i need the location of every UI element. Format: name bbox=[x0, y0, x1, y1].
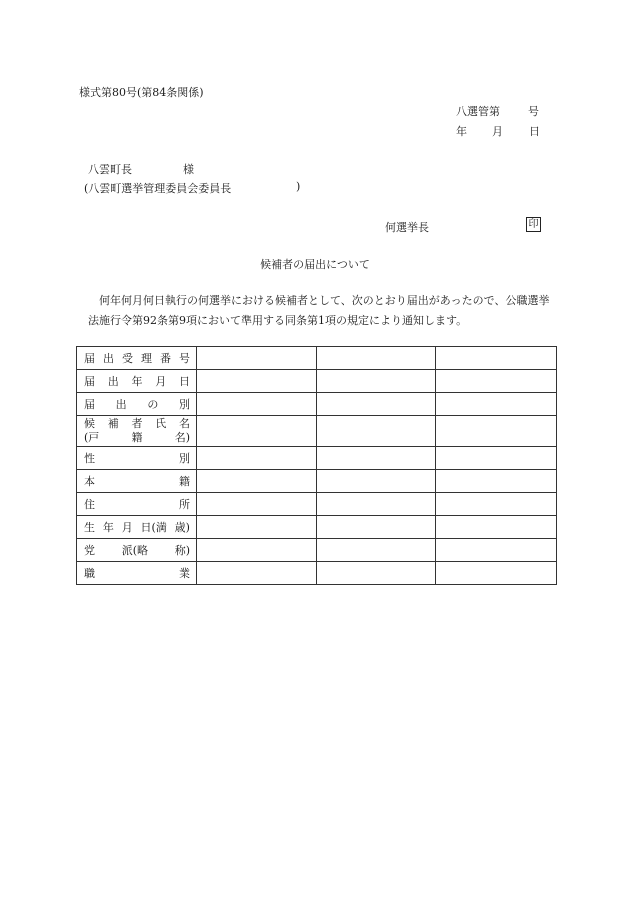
entry-cell[interactable] bbox=[436, 562, 557, 585]
row-label-char: 性 bbox=[84, 452, 95, 465]
row-label-char: 名 bbox=[179, 417, 190, 430]
row-label-char: 党 bbox=[84, 544, 95, 557]
row-label-char: 届 bbox=[84, 398, 95, 411]
seal-mark: 印 bbox=[526, 217, 541, 232]
entry-cell[interactable] bbox=[317, 447, 436, 470]
entry-cell[interactable] bbox=[317, 493, 436, 516]
entry-cell[interactable] bbox=[197, 539, 317, 562]
row-label-char: 理 bbox=[141, 352, 152, 365]
table-row bbox=[77, 447, 557, 470]
row-label-char: 称) bbox=[174, 544, 190, 557]
row-label-char: 業 bbox=[179, 567, 190, 580]
row-label-line bbox=[84, 450, 190, 466]
row-label-char: 出 bbox=[103, 352, 114, 365]
row-label-char: 所 bbox=[179, 498, 190, 511]
table-row bbox=[77, 539, 557, 562]
sender: 何選挙長 bbox=[385, 221, 429, 234]
table-row bbox=[77, 370, 557, 393]
row-label-char: 本 bbox=[84, 475, 95, 488]
row-label-char: 出 bbox=[115, 398, 127, 411]
entry-cell[interactable] bbox=[317, 416, 436, 447]
entry-cell[interactable] bbox=[436, 539, 557, 562]
date-day: 日 bbox=[529, 125, 540, 138]
row-label bbox=[77, 393, 197, 416]
row-label-line bbox=[84, 473, 190, 489]
entry-cell[interactable] bbox=[436, 470, 557, 493]
entry-cell[interactable] bbox=[436, 393, 557, 416]
row-label bbox=[77, 516, 197, 539]
form-number: 様式第80号(第84条関係) bbox=[79, 86, 204, 99]
row-label-char: 出 bbox=[107, 375, 119, 388]
document-number-suffix: 号 bbox=[528, 105, 539, 118]
row-label-char: 派(略 bbox=[121, 544, 148, 557]
row-label-char: 生 bbox=[84, 521, 95, 534]
row-label bbox=[77, 347, 197, 370]
document-date bbox=[456, 123, 546, 137]
addressee bbox=[88, 161, 194, 177]
row-label-char: 籍 bbox=[179, 475, 190, 488]
row-label-char: 別 bbox=[179, 452, 190, 465]
row-label-char: 番 bbox=[160, 352, 171, 365]
entry-cell[interactable] bbox=[197, 447, 317, 470]
entry-cell[interactable] bbox=[197, 470, 317, 493]
entry-cell[interactable] bbox=[197, 370, 317, 393]
row-label-line bbox=[84, 519, 190, 535]
document-number-prefix: 八選管第 bbox=[456, 105, 500, 118]
entry-cell[interactable] bbox=[436, 416, 557, 447]
row-label bbox=[77, 416, 197, 447]
row-label-char: 届 bbox=[84, 352, 95, 365]
row-label bbox=[77, 493, 197, 516]
row-label-char: 年 bbox=[131, 375, 143, 388]
entry-cell[interactable] bbox=[197, 393, 317, 416]
entry-cell[interactable] bbox=[436, 370, 557, 393]
entry-cell[interactable] bbox=[436, 493, 557, 516]
addressee-alternate bbox=[84, 180, 301, 196]
entry-cell[interactable] bbox=[317, 539, 436, 562]
table-row bbox=[77, 347, 557, 370]
document-subject: 候補者の届出について bbox=[260, 258, 370, 271]
addressee-name: 八雲町長 bbox=[88, 163, 132, 176]
row-label-char: 者 bbox=[131, 417, 143, 430]
row-label-line bbox=[84, 496, 190, 512]
entry-cell[interactable] bbox=[197, 347, 317, 370]
row-label-char: 別 bbox=[178, 398, 190, 411]
row-label-char: 月 bbox=[121, 521, 133, 534]
row-label-char: 住 bbox=[84, 498, 95, 511]
entry-cell[interactable] bbox=[317, 470, 436, 493]
date-year: 年 bbox=[456, 125, 467, 138]
row-label-char: 籍 bbox=[131, 431, 143, 444]
addressee-alternate-name: (八雲町選挙管理委員会委員長 bbox=[84, 182, 232, 195]
row-label-char: 年 bbox=[102, 521, 114, 534]
row-label-char: 受 bbox=[122, 352, 133, 365]
table-row bbox=[77, 416, 557, 447]
addressee-honorific: 様 bbox=[183, 163, 194, 176]
row-label-char: 候 bbox=[84, 417, 95, 430]
document-number bbox=[456, 103, 539, 119]
entry-cell[interactable] bbox=[197, 493, 317, 516]
entry-cell[interactable] bbox=[317, 370, 436, 393]
entry-cell[interactable] bbox=[197, 516, 317, 539]
row-label-char: 届 bbox=[84, 375, 95, 388]
entry-cell[interactable] bbox=[317, 347, 436, 370]
row-label-char: 歳) bbox=[174, 521, 190, 534]
row-label bbox=[77, 562, 197, 585]
table-row bbox=[77, 493, 557, 516]
row-label bbox=[77, 447, 197, 470]
row-label bbox=[77, 539, 197, 562]
row-label-char: 月 bbox=[155, 375, 167, 388]
addressee-alternate-close: ) bbox=[296, 180, 301, 193]
entry-cell[interactable] bbox=[436, 516, 557, 539]
entry-cell[interactable] bbox=[197, 562, 317, 585]
row-label-char: 職 bbox=[84, 567, 95, 580]
body-text: 何年何月何日執行の何選挙における候補者として、次のとおり届出があったので、公職選挙法施行令第92条第9項において準用する同条第1項の規定により通知します。 bbox=[88, 294, 550, 327]
row-label-char: の bbox=[147, 398, 159, 411]
row-label-line bbox=[84, 350, 190, 366]
row-label-line bbox=[84, 417, 190, 431]
row-label bbox=[77, 370, 197, 393]
entry-cell[interactable] bbox=[317, 562, 436, 585]
date-month: 月 bbox=[492, 125, 503, 138]
row-label-char: 名) bbox=[174, 431, 190, 444]
row-label-char: (戸 bbox=[84, 431, 100, 444]
row-label-line bbox=[84, 373, 190, 389]
row-label bbox=[77, 470, 197, 493]
row-label-line bbox=[84, 431, 190, 445]
table-row bbox=[77, 562, 557, 585]
row-label-line bbox=[84, 396, 190, 412]
entry-cell[interactable] bbox=[317, 516, 436, 539]
candidate-record-table bbox=[76, 346, 557, 585]
row-label-char: 氏 bbox=[155, 417, 167, 430]
entry-cell[interactable] bbox=[317, 393, 436, 416]
entry-cell[interactable] bbox=[436, 447, 557, 470]
entry-cell[interactable] bbox=[197, 416, 317, 447]
table-row bbox=[77, 393, 557, 416]
row-label-line bbox=[84, 542, 190, 558]
entry-cell[interactable] bbox=[436, 347, 557, 370]
row-label-char: 日 bbox=[179, 375, 190, 388]
row-label-char: 補 bbox=[107, 417, 119, 430]
row-label-line bbox=[84, 565, 190, 581]
row-label-char: 号 bbox=[179, 352, 190, 365]
row-label-char: 日(満 bbox=[140, 521, 167, 534]
table-row bbox=[77, 516, 557, 539]
table-row bbox=[77, 470, 557, 493]
